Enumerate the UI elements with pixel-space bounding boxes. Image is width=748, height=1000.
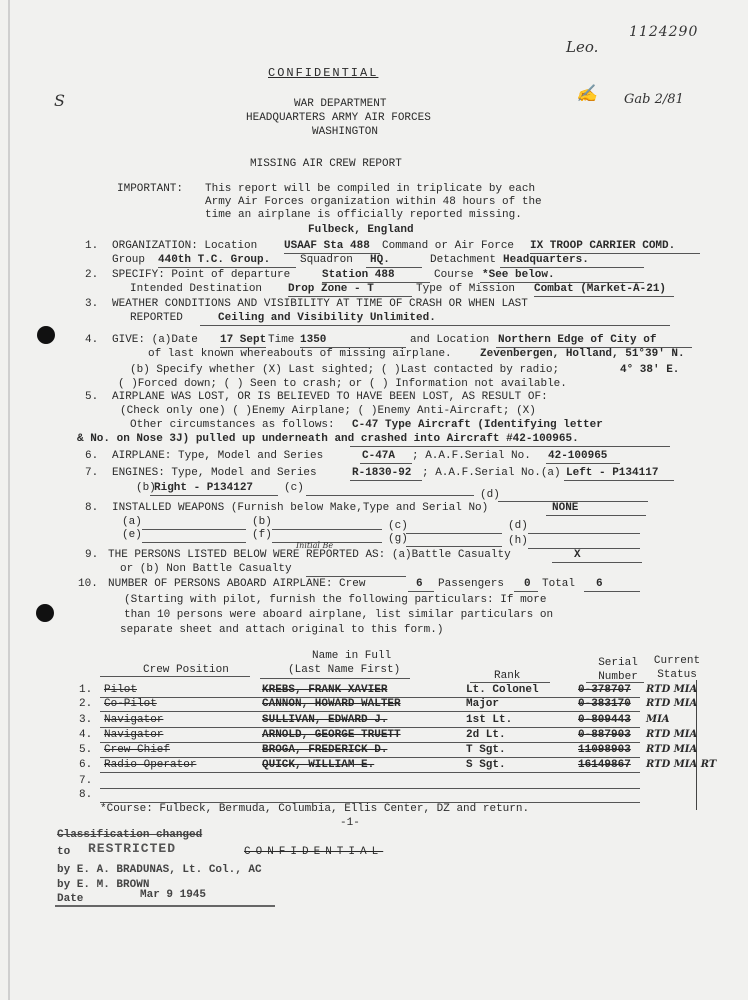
header-rule <box>586 682 644 683</box>
item-number: 6. <box>85 450 99 462</box>
fill-line <box>306 576 406 577</box>
item-label: Time <box>268 334 295 346</box>
weapon-slot: (c) <box>388 520 408 532</box>
item-number: 7. <box>85 467 99 479</box>
item-label: Detachment <box>430 254 497 266</box>
item-label: (b) Specify whether (X) Last sighted; ( )Last contacted by radio; <box>130 364 560 376</box>
header-line: WASHINGTON <box>312 126 379 138</box>
weapon-slot: (h) <box>508 535 528 547</box>
item-label: and Location <box>410 334 490 346</box>
fill-line <box>500 267 644 268</box>
column-header-position: Crew Position <box>143 664 229 676</box>
typed-fill: Station 488 <box>322 269 395 281</box>
confidential-stamp: CONFIDENTIAL <box>268 66 379 80</box>
typed-fill: Northern Edge of City of <box>498 334 657 346</box>
weapon-slot: (g) <box>388 533 408 545</box>
column-header-status: Current Status <box>653 655 701 681</box>
fill-line <box>350 480 422 481</box>
crew-num: 4. <box>79 729 93 741</box>
item-label: Other circumstances as follows: <box>130 419 335 431</box>
crew-position: Radio Operator <box>104 759 197 771</box>
typed-fill: Headquarters. <box>503 254 589 266</box>
item-label: WEATHER CONDITIONS AND VISIBILITY AT TIME OF CRASH OR WHEN LAST <box>112 298 528 310</box>
typed-fill: Zevenbergen, Holland, 51°39' N. <box>480 348 685 360</box>
typed-fill: 17 Sept <box>220 334 267 346</box>
item-label: AIRPLANE WAS LOST, OR IS BELIEVED TO HAVE BEEN LOST, AS RESULT OF: <box>112 391 548 403</box>
important-text: time an airplane is officially reported missing. <box>205 209 522 221</box>
typed-fill: 0 <box>524 578 531 590</box>
crew-row-rule <box>100 711 640 712</box>
typed-fill: X <box>574 549 581 561</box>
typed-fill: 4° 38' E. <box>620 364 680 376</box>
confidential-stamp-bottom: CONFIDENTIAL <box>244 846 384 858</box>
crew-row-rule <box>100 742 640 743</box>
important-text: This report will be compiled in triplicate by each <box>205 183 536 195</box>
fill-line <box>552 562 642 563</box>
crew-status: RTD MIA <box>646 744 698 755</box>
classification-changed: Classification changed <box>57 829 203 841</box>
typed-fill: C-47 Type Aircraft (Identifying letter <box>352 419 603 431</box>
punch-hole <box>36 604 54 622</box>
header-line: HEADQUARTERS ARMY AIR FORCES <box>246 112 431 124</box>
crew-name: CANNON, HOWARD WALTER <box>262 698 401 710</box>
item-label: SPECIFY: Point of departure <box>112 269 291 281</box>
fill-line <box>546 463 620 464</box>
crew-num: 6. <box>79 759 93 771</box>
item-label: (Check only one) ( )Enemy Airplane; ( )Enemy Anti-Aircraft; (X) <box>120 405 536 417</box>
crew-num: 2. <box>79 698 93 710</box>
fill-line <box>584 591 640 592</box>
crew-serial: 11098903 <box>578 744 631 756</box>
date-label: Date <box>57 893 84 905</box>
crew-serial: 0-887903 <box>578 729 631 741</box>
item-label: ; A.A.F.Serial No.(a) <box>422 467 561 479</box>
fill-line <box>200 325 670 326</box>
crew-row-rule <box>100 788 640 789</box>
item-number: 9. <box>85 549 99 561</box>
item-label: REPORTED <box>130 312 183 324</box>
crew-serial: 0-383170 <box>578 698 631 710</box>
typed-fill: *See below. <box>482 269 555 281</box>
crew-row-rule <box>100 727 640 728</box>
crew-position: Pilot <box>104 684 138 696</box>
crew-rank: S Sgt. <box>466 759 506 771</box>
fill-line <box>142 542 246 543</box>
fill-line <box>534 296 674 297</box>
document-number: 1124290 <box>629 24 699 40</box>
crew-row-rule <box>100 757 640 758</box>
crew-position: Co-Pilot <box>104 698 157 710</box>
fill-line <box>360 463 412 464</box>
fill-line <box>150 495 278 496</box>
crew-serial: 0-809443 <box>578 714 631 726</box>
instructions-text: separate sheet and attach original to this form.) <box>120 624 444 636</box>
instructions-text: (Starting with pilot, furnish the following particulars: If more <box>124 594 547 606</box>
typed-fill: USAAF Sta 488 <box>284 240 370 252</box>
important-text: Army Air Forces organization within 48 hours of the <box>205 196 542 208</box>
item-label: ORGANIZATION: Location <box>112 240 258 252</box>
crew-position: Crew Chief <box>104 744 171 756</box>
typed-fill: IX TROOP CARRIER COMD. <box>530 240 676 252</box>
handwritten-name: Leo. <box>566 38 599 56</box>
crew-name: QUICK, WILLIAM E. <box>262 759 375 771</box>
item-label: Squadron <box>300 254 353 266</box>
fill-line <box>564 480 674 481</box>
fill-line <box>546 515 646 516</box>
crew-num: 1. <box>79 684 93 696</box>
typed-fill: Combat (Market-A-21) <box>534 283 667 295</box>
item-label: THE PERSONS LISTED BELOW WERE REPORTED AS: (a)Battle Casualty <box>108 549 511 561</box>
weapon-slot: (f) <box>252 529 272 541</box>
fill-line <box>528 548 640 549</box>
item-label: Total <box>542 578 576 590</box>
column-header-serial: Serial Number <box>598 657 638 683</box>
item-label: GIVE: (a)Date <box>112 334 198 346</box>
fill-line <box>288 296 412 297</box>
fill-line <box>272 529 382 530</box>
typed-fill: Right - P134127 <box>154 482 254 494</box>
typed-fill: Left - P134117 <box>566 467 659 479</box>
fill-line <box>350 446 670 447</box>
item-label: Command or Air Force <box>382 240 515 252</box>
crew-row-rule <box>100 772 640 773</box>
crew-status: MIA <box>646 714 670 725</box>
item-label: Intended Destination <box>130 283 263 295</box>
fill-line <box>366 267 422 268</box>
classification-date: Mar 9 1945 <box>140 889 207 901</box>
typed-fill: 6 <box>416 578 423 590</box>
handwritten-initial: Initial Be <box>296 541 334 550</box>
item-label: (d) <box>480 489 500 501</box>
form-title: MISSING AIR CREW REPORT <box>250 158 402 170</box>
item-number: 10. <box>78 578 98 590</box>
crew-status: RTD MIA <box>646 684 698 695</box>
fill-line <box>142 529 246 530</box>
column-header-name-sub: (Last Name First) <box>288 664 401 676</box>
crew-num: 7. <box>79 775 93 787</box>
crew-name: ARNOLD, GEORGE TRUETT <box>262 729 401 741</box>
fill-line <box>408 591 434 592</box>
typed-fill: NONE <box>552 502 579 514</box>
fill-line <box>406 533 502 534</box>
item-label: or (b) Non Battle Casualty <box>120 563 292 575</box>
fill-line <box>514 591 538 592</box>
item-number: 5. <box>85 391 99 403</box>
item-number: 8. <box>85 502 99 514</box>
column-header-rank: Rank <box>494 670 521 682</box>
fill-line <box>406 546 502 547</box>
authorized-by: by E. M. BROWN <box>57 879 150 891</box>
restricted-stamp: RESTRICTED <box>88 841 177 856</box>
typed-fill: C-47A <box>362 450 396 462</box>
crew-num: 3. <box>79 714 93 726</box>
page-edge <box>8 0 10 1000</box>
typed-fill: Fulbeck, England <box>308 224 414 236</box>
crew-serial: 0-378707 <box>578 684 631 696</box>
weapon-slot: (d) <box>508 520 528 532</box>
typed-fill: 1350 <box>300 334 327 346</box>
typed-fill: Drop Zone - T <box>288 283 374 295</box>
fill-line <box>158 267 296 268</box>
item-label: Group <box>112 254 146 266</box>
page-mark: S <box>54 91 65 110</box>
crew-status: RTD MIA <box>646 729 698 740</box>
classification-to: to <box>57 846 71 858</box>
handwritten-date: Gab 2/81 <box>624 92 684 107</box>
item-label: NUMBER OF PERSONS ABOARD AIRPLANE: Crew <box>108 578 366 590</box>
header-rule <box>470 682 550 683</box>
crew-position: Navigator <box>104 714 164 726</box>
course-note: *Course: Fulbeck, Bermuda, Columbia, Ellis Center, DZ and return. <box>100 803 530 815</box>
item-label: ( )Forced down; ( ) Seen to crash; or ( ) Information not available. <box>118 378 567 390</box>
item-number: 4. <box>85 334 99 346</box>
crew-rank: T Sgt. <box>466 744 506 756</box>
crew-status: RTD MIA <box>646 698 698 709</box>
fill-line <box>528 533 640 534</box>
punch-hole <box>37 326 55 344</box>
crew-name: BROGA, FREDERICK D. <box>262 744 388 756</box>
typed-fill: 6 <box>596 578 603 590</box>
crew-position: Navigator <box>104 729 164 741</box>
page-number: -1- <box>340 817 360 829</box>
instructions-text: than 10 persons were aboard airplane, list similar particulars on <box>124 609 554 621</box>
item-label: Course <box>434 269 474 281</box>
header-rule <box>260 678 410 679</box>
footer-rule <box>55 905 275 907</box>
crew-rank: 1st Lt. <box>466 714 513 726</box>
crew-serial: 16149867 <box>578 759 631 771</box>
crew-name: SULLIVAN, EDWARD J. <box>262 714 388 726</box>
crew-num: 8. <box>79 789 93 801</box>
crew-status: RTD MIA RT <box>646 759 717 770</box>
crew-rank: 2d Lt. <box>466 729 506 741</box>
typed-fill: R-1830-92 <box>352 467 412 479</box>
item-number: 3. <box>85 298 99 310</box>
initials-signature: ✍ <box>576 84 598 104</box>
typed-fill: 42-100965 <box>548 450 608 462</box>
weapon-slot: (b) <box>252 516 272 528</box>
header-line: WAR DEPARTMENT <box>294 98 387 110</box>
item-label: (c) <box>284 482 304 494</box>
weapon-slot: (a) <box>122 516 142 528</box>
item-label: Type of Mission <box>416 283 516 295</box>
item-label: AIRPLANE: Type, Model and Series <box>112 450 324 462</box>
item-number: 2. <box>85 269 99 281</box>
item-label: ENGINES: Type, Model and Series <box>112 467 317 479</box>
crew-rank: Lt. Colonel <box>466 684 539 696</box>
crew-num: 5. <box>79 744 93 756</box>
item-label: of last known whereabouts of missing airplane. <box>148 348 452 360</box>
important-label: IMPORTANT: <box>117 183 184 195</box>
crew-rank: Major <box>466 698 500 710</box>
column-header-name: Name in Full <box>312 650 392 662</box>
fill-line <box>306 495 474 496</box>
item-label: ; A.A.F.Serial No. <box>412 450 531 462</box>
typed-fill: HQ. <box>370 254 390 266</box>
typed-fill: Ceiling and Visibility Unlimited. <box>218 312 436 324</box>
item-label: Passengers <box>438 578 505 590</box>
authorized-by: by E. A. BRADUNAS, Lt. Col., AC <box>57 864 262 876</box>
typed-fill: & No. on Nose 3J) pulled up underneath and crashed into Aircraft #42-100965. <box>77 433 579 445</box>
crew-name: KREBS, FRANK XAVIER <box>262 684 388 696</box>
item-label: INSTALLED WEAPONS (Furnish below Make,Type and Serial No) <box>112 502 489 514</box>
item-label: (b) <box>136 482 156 494</box>
typed-fill: 440th T.C. Group. <box>158 254 271 266</box>
item-number: 1. <box>85 240 99 252</box>
header-rule <box>100 676 250 677</box>
weapon-slot: (e) <box>122 529 142 541</box>
